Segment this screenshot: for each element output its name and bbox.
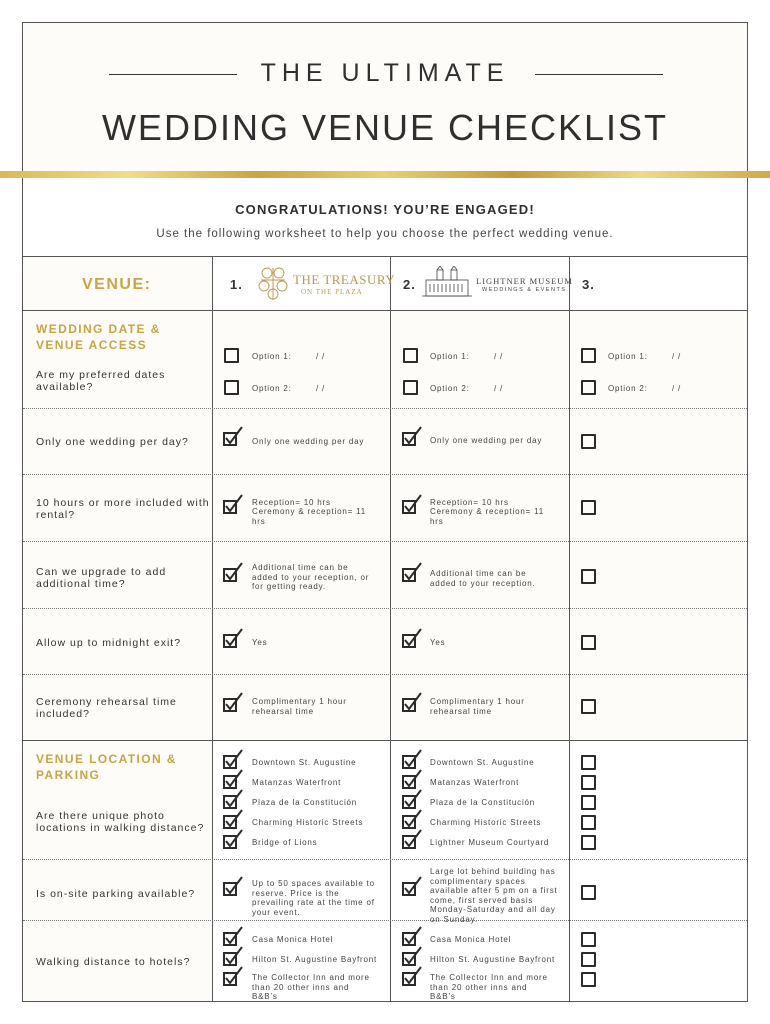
treasury-crest-icon	[255, 264, 291, 302]
answer-c1-upgrade: Additional time can be added to your reception, or for getting ready.	[252, 563, 370, 591]
column-number-2: 2.	[403, 277, 416, 292]
option-label: Option 2:	[608, 384, 648, 393]
date-slashes: / /	[316, 384, 326, 393]
row-divider	[23, 674, 747, 675]
checked-box-icon[interactable]	[401, 789, 427, 811]
question-midnight: Allow up to midnight exit?	[36, 637, 182, 649]
checkbox-c3-option1[interactable]	[581, 348, 596, 363]
checked-box-icon[interactable]	[222, 692, 248, 714]
question-rehearsal: Ceremony rehearsal time included?	[36, 696, 177, 720]
checked-box-icon[interactable]	[222, 562, 248, 584]
treasury-logo	[255, 264, 396, 304]
checked-box-icon[interactable]	[401, 966, 427, 988]
checked-box-icon[interactable]	[401, 769, 427, 791]
checked-box-icon[interactable]	[222, 829, 248, 851]
question-parking: Is on-site parking available?	[36, 888, 196, 900]
question-one-wedding: Only one wedding per day?	[36, 436, 189, 448]
checkbox-c3-hotel[interactable]	[581, 932, 596, 947]
grid-line	[23, 740, 747, 741]
intro-text: Use the following worksheet to help you choose the perfect wedding venue.	[156, 228, 614, 240]
question-upgrade-time: Can we upgrade to add additional time?	[36, 566, 167, 590]
checkbox-c3-rehearsal[interactable]	[581, 699, 596, 714]
checked-box-icon[interactable]	[401, 426, 427, 448]
title-kicker: THE ULTIMATE	[260, 59, 510, 87]
answer-c2-photo-item: Charming Historic Streets	[430, 818, 542, 827]
row-divider	[23, 474, 747, 475]
date-slashes: / /	[494, 352, 504, 361]
checkbox-c3-parking[interactable]	[581, 885, 596, 900]
gold-divider	[0, 171, 770, 178]
row-divider	[23, 541, 747, 542]
checkbox-c3-hotel[interactable]	[581, 972, 596, 987]
answer-c1-photo-item: Bridge of Lions	[252, 838, 318, 847]
checkbox-c3-photo[interactable]	[581, 795, 596, 810]
checkbox-c3-upgrade[interactable]	[581, 569, 596, 584]
checked-box-icon[interactable]	[222, 628, 248, 650]
grid-line	[23, 310, 747, 311]
answer-c2-hotel-item: Casa Monica Hotel	[430, 935, 512, 944]
checkbox-c3-midnight[interactable]	[581, 635, 596, 650]
section-title-location-parking: VENUE LOCATION & PARKING	[36, 752, 177, 782]
option-label: Option 1:	[608, 352, 648, 361]
intro-band	[23, 178, 747, 256]
checked-box-icon[interactable]	[401, 926, 427, 948]
title-rule-right	[535, 74, 663, 75]
answer-c1-hotel-item: Hilton St. Augustine Bayfront	[252, 955, 378, 964]
checked-box-icon[interactable]	[222, 966, 248, 988]
congrats-heading: CONGRATULATIONS! YOU’RE ENGAGED!	[235, 202, 535, 217]
checked-box-icon[interactable]	[401, 829, 427, 851]
answer-c1-photo-item: Downtown St. Augustine	[252, 758, 357, 767]
column-number-1: 1.	[230, 277, 243, 292]
checked-box-icon[interactable]	[222, 946, 248, 968]
checkbox-c2-option2[interactable]	[403, 380, 418, 395]
checked-box-icon[interactable]	[401, 692, 427, 714]
grid-line	[390, 256, 391, 1001]
answer-c2-hotel-item: Hilton St. Augustine Bayfront	[430, 955, 556, 964]
date-slashes: / /	[494, 384, 504, 393]
checked-box-icon[interactable]	[401, 809, 427, 831]
checkbox-c3-one-wedding[interactable]	[581, 434, 596, 449]
checkbox-c1-option2[interactable]	[224, 380, 239, 395]
answer-c2-hours-reception: Reception= 10 hrs	[430, 498, 509, 507]
treasury-logo-tagline: ON THE PLAZA	[301, 288, 363, 296]
question-preferred-dates: Are my preferred dates available?	[36, 369, 166, 393]
checkbox-c3-photo[interactable]	[581, 815, 596, 830]
row-divider	[23, 608, 747, 609]
checkbox-c3-option2[interactable]	[581, 380, 596, 395]
answer-c2-parking: Large lot behind building has complimentary spaces available after 5 pm on a first come, first served basis Monday-Saturday and all day on Sunday.	[430, 867, 558, 924]
date-slashes: / /	[672, 384, 682, 393]
answer-c1-midnight: Yes	[252, 638, 268, 647]
answer-c2-photo-item: Lightner Museum Courtyard	[430, 838, 550, 847]
answer-c2-midnight: Yes	[430, 638, 446, 647]
checked-box-icon[interactable]	[401, 749, 427, 771]
checked-box-icon[interactable]	[222, 809, 248, 831]
answer-c2-one-wedding: Only one wedding per day	[430, 436, 543, 445]
checked-box-icon[interactable]	[222, 426, 248, 448]
answer-c1-hours-reception: Reception= 10 hrs	[252, 498, 331, 507]
checkbox-c3-hotel[interactable]	[581, 952, 596, 967]
answer-c1-photo-item: Charming Historic Streets	[252, 818, 364, 827]
lightner-logo-tagline: WEDDINGS & EVENTS	[482, 287, 567, 293]
checked-box-icon[interactable]	[401, 946, 427, 968]
column-number-3: 3.	[582, 277, 595, 292]
checkbox-c3-ten-hours[interactable]	[581, 500, 596, 515]
option-label: Option 1:	[430, 352, 470, 361]
checkbox-c3-photo[interactable]	[581, 835, 596, 850]
checked-box-icon[interactable]	[401, 562, 427, 584]
answer-c1-hotel-item: The Collector Inn and more than 20 other inns and B&B’s	[252, 973, 370, 1001]
checked-box-icon[interactable]	[222, 749, 248, 771]
checkbox-c3-photo[interactable]	[581, 755, 596, 770]
answer-c2-photo-item: Downtown St. Augustine	[430, 758, 535, 767]
checkbox-c3-photo[interactable]	[581, 775, 596, 790]
answer-c1-hotel-item: Casa Monica Hotel	[252, 935, 334, 944]
answer-c2-upgrade: Additional time can be added to your reception.	[430, 569, 536, 588]
date-slashes: / /	[316, 352, 326, 361]
question-photo-locations: Are there unique photo locations in walking distance?	[36, 810, 205, 834]
header-cell-3	[570, 257, 747, 310]
answer-c1-photo-item: Plaza de la Constitución	[252, 798, 358, 807]
venue-label: VENUE:	[82, 276, 152, 293]
answer-c1-one-wedding: Only one wedding per day	[252, 437, 365, 446]
checked-box-icon[interactable]	[401, 876, 427, 898]
checked-box-icon[interactable]	[222, 876, 248, 898]
row-divider	[23, 859, 747, 860]
question-ten-hours: 10 hours or more included with rental?	[36, 497, 210, 521]
answer-c2-photo-item: Plaza de la Constitución	[430, 798, 536, 807]
grid-line	[569, 256, 570, 1001]
answer-c1-photo-item: Matanzas Waterfront	[252, 778, 342, 787]
answer-c2-photo-item: Matanzas Waterfront	[430, 778, 520, 787]
answer-c1-hours-ceremony: Ceremony & reception= 11 hrs	[252, 507, 366, 526]
lightner-logo	[422, 266, 573, 302]
answer-c1-rehearsal: Complimentary 1 hour rehearsal time	[252, 697, 347, 716]
option-label: Option 2:	[252, 384, 292, 393]
option-label: Option 1:	[252, 352, 292, 361]
checkbox-c2-option1[interactable]	[403, 348, 418, 363]
museum-building-icon	[422, 266, 472, 300]
checked-box-icon[interactable]	[222, 769, 248, 791]
checked-box-icon[interactable]	[222, 494, 248, 516]
page-title: WEDDING VENUE CHECKLIST	[101, 107, 669, 148]
checked-box-icon[interactable]	[401, 628, 427, 650]
checked-box-icon[interactable]	[222, 789, 248, 811]
question-hotels: Walking distance to hotels?	[36, 956, 191, 968]
option-label: Option 2:	[430, 384, 470, 393]
answer-c1-parking: Up to 50 spaces available to reserve. Price is the prevailing rate at the time of your event.	[252, 879, 375, 917]
row-divider	[23, 920, 747, 921]
header	[23, 23, 747, 173]
grid-line	[23, 256, 747, 257]
date-slashes: / /	[672, 352, 682, 361]
checked-box-icon[interactable]	[401, 494, 427, 516]
checkbox-c1-option1[interactable]	[224, 348, 239, 363]
answer-c2-rehearsal: Complimentary 1 hour rehearsal time	[430, 697, 525, 716]
row-divider	[23, 408, 747, 409]
answer-c2-hotel-item: The Collector Inn and more than 20 other inns and B&B’s	[430, 973, 548, 1001]
lightner-logo-name: LIGHTNER MUSEUM	[476, 276, 573, 286]
checked-box-icon[interactable]	[222, 926, 248, 948]
section-title-date-access: WEDDING DATE & VENUE ACCESS	[36, 322, 161, 352]
answer-c2-hours-ceremony: Ceremony & reception= 11 hrs	[430, 507, 544, 526]
treasury-logo-name: THE TREASURY	[293, 272, 396, 287]
